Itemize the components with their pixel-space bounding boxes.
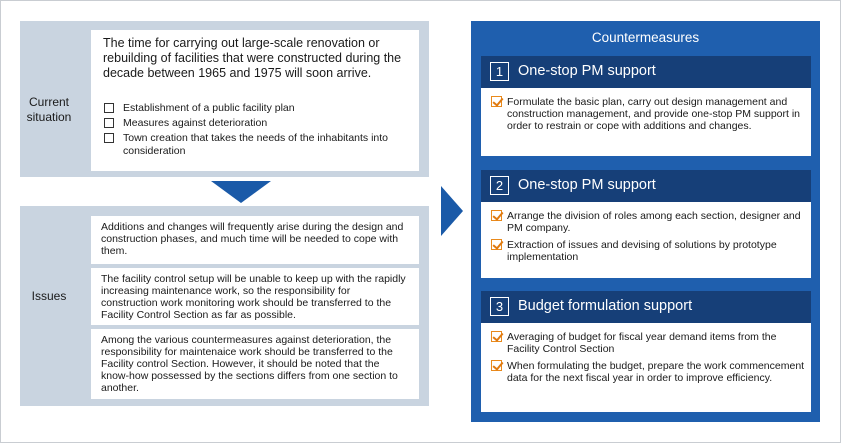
list-item [491, 239, 807, 263]
section-header [481, 291, 811, 323]
section-header [481, 170, 811, 202]
issue-card-3 [91, 329, 419, 399]
situation-card [91, 30, 419, 171]
checklist-item [104, 132, 413, 158]
section-title: One-stop PM support [518, 63, 656, 79]
countermeasure-section-3 [481, 291, 811, 412]
list-item [491, 360, 807, 384]
checklist-item [104, 102, 413, 115]
section-title: One-stop PM support [518, 177, 656, 193]
section-number: 1 [490, 62, 509, 81]
section-items [491, 210, 807, 268]
list-item-label: Extraction of issues and devising of solutions by prototype implementation [507, 239, 777, 263]
checklist-item-label: Measures against deterioration [123, 117, 268, 129]
section-items [491, 96, 807, 137]
section-header [481, 56, 811, 88]
section-number: 2 [490, 176, 509, 195]
checkmark-icon [491, 210, 502, 221]
issues-label: Issues [31, 289, 67, 303]
section-number: 3 [490, 297, 509, 316]
section-title: Budget formulation support [518, 298, 693, 314]
checkbox-icon [104, 118, 114, 128]
situation-checklist [104, 102, 413, 160]
situation-text: The time for carrying out large-scale renovation or rebuilding of facilities that were constructed during the decade between 1965 and 1975 will soon arrive. [103, 36, 402, 80]
current-situation-label: Current situation [26, 95, 72, 124]
issue-card-1 [91, 216, 419, 264]
issue-text: Additions and changes will frequently arise during the design and construction phases, and much time will be needed to cope with them. [101, 221, 404, 257]
checklist-item-label: Town creation that takes the needs of the inhabitants into consideration [123, 132, 389, 157]
right-arrow-icon [441, 186, 463, 236]
countermeasures-title: Countermeasures [591, 30, 700, 45]
checkmark-icon [491, 239, 502, 250]
checklist-item-label: Establishment of a public facility plan [123, 102, 295, 114]
issue-text: The facility control setup will be unable to keep up with the rapidly increasing maintenance work, so the responsibility for construction work monitoring work should be transferred to the Facility Control Section as far as possible. [101, 273, 406, 321]
list-item [491, 210, 807, 234]
list-item-label: Averaging of budget for fiscal year demand items from the Facility Control Section [507, 331, 777, 355]
countermeasure-section-2 [481, 170, 811, 278]
checkmark-icon [491, 360, 502, 371]
issue-text: Among the various countermeasures against deterioration, the responsibility for maintenaice work should be transferred to the Facility control Section. However, it should be noted that the know-how possessed by the sections differs from one section to another. [101, 334, 398, 394]
section-items [491, 331, 807, 389]
checkbox-icon [104, 133, 114, 143]
issue-card-2 [91, 268, 419, 325]
list-item-label: When formulating the budget, prepare the work commencement data for the next fiscal year in order to improve efficiency. [507, 360, 805, 384]
checklist-item [104, 117, 413, 130]
list-item-label: Arrange the division of roles among each section, designer and PM company. [507, 210, 801, 234]
list-item [491, 96, 807, 132]
list-item [491, 331, 807, 355]
checkmark-icon [491, 331, 502, 342]
down-arrow-icon [211, 181, 271, 203]
checkmark-icon [491, 96, 502, 107]
list-item-label: Formulate the basic plan, carry out design management and construction management, and provide one-stop PM support in order to restrain or cope with additions and changes. [507, 96, 801, 132]
checkbox-icon [104, 103, 114, 113]
countermeasure-section-1 [481, 56, 811, 156]
